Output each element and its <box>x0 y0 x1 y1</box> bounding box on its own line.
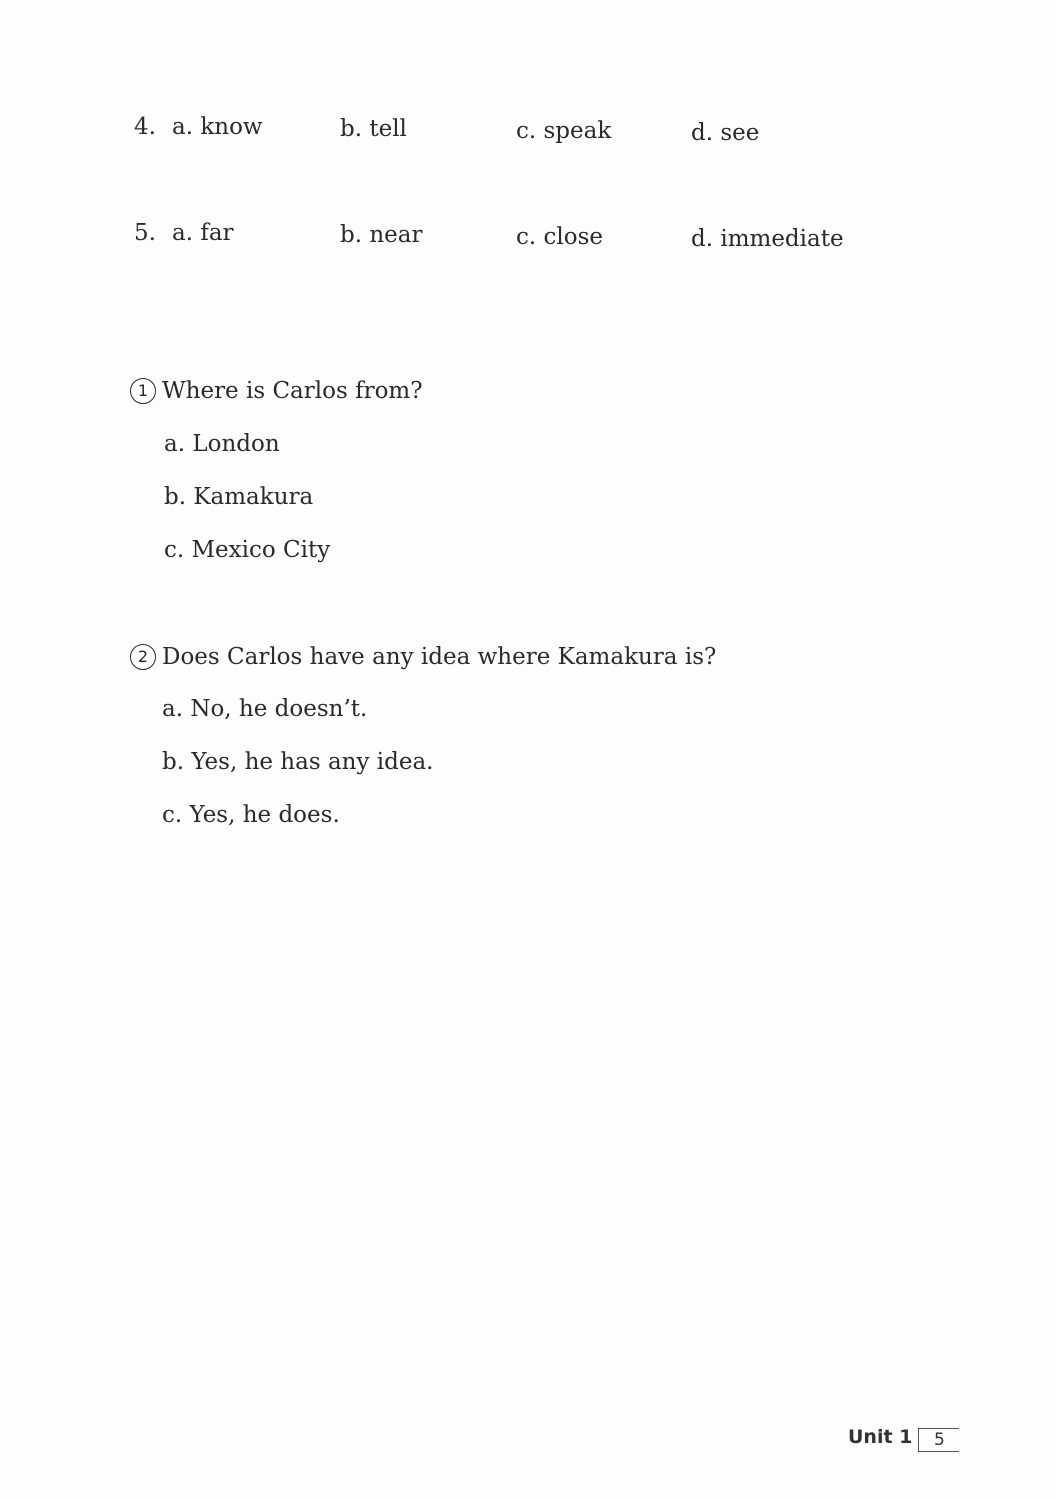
answer-option-b: b. Kamakura <box>164 484 314 510</box>
question-2 <box>130 644 716 670</box>
circled-number-1: 1 <box>130 378 156 404</box>
vocab-item-4 <box>0 114 1056 154</box>
page-number: 5 <box>918 1428 959 1452</box>
vocab-option-c: c. speak <box>516 118 612 144</box>
vocab-number: 5. <box>134 220 156 246</box>
unit-label: Unit 1 <box>848 1426 913 1448</box>
answer-option-c: c. Mexico City <box>164 537 331 563</box>
vocab-option-c: c. close <box>516 224 604 250</box>
circled-number-2: 2 <box>130 644 156 670</box>
vocab-option-a: a. far <box>172 220 234 246</box>
vocab-option-d: d. immediate <box>691 226 844 252</box>
vocab-number: 4. <box>134 114 156 140</box>
answer-option-a: a. No, he doesn’t. <box>162 696 368 722</box>
vocab-option-d: d. see <box>691 120 760 146</box>
answer-option-b: b. Yes, he has any idea. <box>162 749 434 775</box>
question-text: Does Carlos have any idea where Kamakura is? <box>162 644 717 670</box>
answer-option-a: a. London <box>164 431 280 457</box>
question-text: Where is Carlos from? <box>162 378 423 404</box>
vocab-option-a: a. know <box>172 114 263 140</box>
question-1 <box>130 378 423 404</box>
vocab-option-b: b. near <box>340 222 423 248</box>
vocab-item-5 <box>0 220 1056 260</box>
page-footer <box>848 1426 959 1452</box>
answer-option-c: c. Yes, he does. <box>162 802 340 828</box>
vocab-option-b: b. tell <box>340 116 407 142</box>
